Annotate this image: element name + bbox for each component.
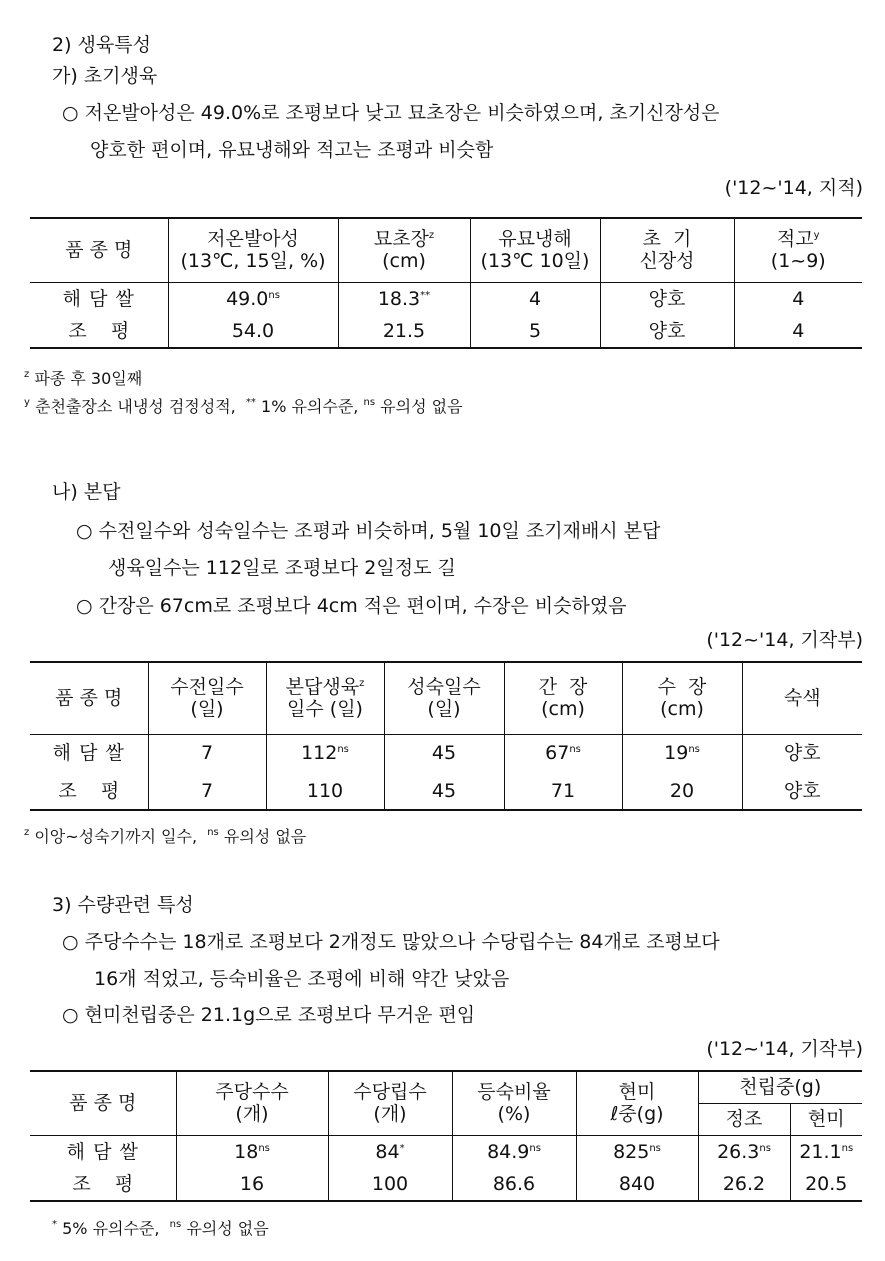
cell-value: 112	[301, 742, 338, 765]
footnote-mark: y	[813, 230, 820, 242]
column-header-unit: (개)	[373, 1103, 407, 1126]
column-header: 묘초장	[373, 228, 429, 251]
section-title: 2) 생육특성	[52, 34, 151, 56]
cell-value: 21.1	[799, 1140, 842, 1163]
cell-value: 825	[613, 1140, 650, 1163]
column-header-unit: (%)	[497, 1103, 531, 1126]
cell-value: 21.5	[338, 315, 470, 348]
table-row	[30, 282, 862, 315]
column-header-unit: (일)	[427, 698, 461, 721]
section-title: 3) 수량관련 특성	[52, 894, 194, 916]
column-header-unit: ℓ중(g)	[610, 1103, 664, 1126]
column-header: 본답생육	[285, 676, 360, 699]
cell-sig: **	[420, 289, 431, 301]
column-header: 천립중(g)	[698, 1071, 862, 1103]
column-header: 등숙비율	[477, 1081, 551, 1104]
paragraph-line: 16개 적었고, 등숙비율은 조평에 비해 약간 낮았음	[94, 968, 510, 990]
cell-value: 840	[576, 1168, 698, 1201]
table-row	[30, 315, 862, 348]
column-header: 저온발아성	[207, 228, 299, 251]
column-header-unit: (개)	[235, 1103, 269, 1126]
cell-value: 84.9	[487, 1140, 530, 1163]
column-header-unit: (cm)	[660, 698, 704, 721]
source-note: ('12~'14, 지적)	[724, 177, 863, 199]
cell-sig: *	[399, 1142, 405, 1154]
cell-variety: 조 평	[72, 1173, 134, 1195]
source-note: ('12~'14, 기작부)	[706, 629, 863, 651]
cell-value: 67	[545, 742, 570, 765]
column-header-unit: (13℃ 10일)	[480, 250, 590, 273]
cell-value: 16	[176, 1168, 328, 1201]
paragraph-line: ○ 저온발아성은 49.0%로 조평보다 낮고 묘초장은 비슷하였으며, 초기신장성은	[62, 102, 720, 124]
column-header: 품 종 명	[30, 218, 168, 282]
column-header: 숙색	[742, 662, 862, 734]
footnote: $^z$ 이앙~성숙기까지 일수, $^{ns}$ 유의성 없음	[24, 827, 307, 846]
table-yield	[30, 1070, 862, 1202]
footnote-mark: z	[428, 230, 435, 242]
cell-value: 7	[148, 734, 266, 772]
column-header: 수당립수	[353, 1081, 427, 1104]
cell-sig: ns	[337, 744, 349, 756]
column-header: 수 장	[657, 676, 707, 699]
column-header-unit: (13℃, 15일, %)	[180, 250, 326, 273]
footnote: * 5% 유의수준, $^{ns}$ 유의성 없음	[52, 1219, 269, 1238]
paragraph-line: ○ 현미천립중은 21.1g으로 조평보다 무거운 편임	[62, 1004, 476, 1026]
table-row	[30, 734, 862, 772]
cell-variety: 해 담 쌀	[66, 1140, 139, 1163]
column-header: 품 종 명	[30, 1071, 176, 1135]
column-header-unit: (cm)	[382, 250, 426, 273]
cell-variety: 조 평	[58, 779, 120, 802]
cell-value: 71	[504, 772, 622, 810]
cell-value: 4	[470, 282, 600, 315]
table-initial-growth	[30, 217, 862, 349]
cell-value: 54.0	[168, 315, 338, 348]
footnote: $^z$ 파종 후 30일째	[24, 369, 143, 388]
cell-value: 양호	[742, 734, 862, 772]
column-header-unit: (1~9)	[770, 250, 826, 273]
column-header: 간 장	[538, 676, 588, 699]
cell-value: 20	[622, 772, 742, 810]
column-header: 주당수수	[215, 1081, 289, 1104]
column-header-unit: (cm)	[541, 698, 585, 721]
cell-sig: ns	[759, 1142, 771, 1154]
cell-value: 110	[266, 772, 384, 810]
cell-value: 양호	[742, 772, 862, 810]
cell-sig: ns	[268, 289, 280, 301]
column-header: 초 기	[642, 228, 692, 251]
subsection-title: 가) 초기생육	[52, 65, 158, 87]
footnote: $^y$ 춘천출장소 내냉성 검정성적, ** 1% 유의수준, $^{ns}$ 유의성 없음	[24, 397, 463, 416]
cell-value: 18.3	[377, 287, 421, 310]
cell-value: 84	[375, 1140, 400, 1163]
column-header: 품 종 명	[30, 662, 148, 734]
cell-value: 19	[664, 742, 689, 765]
cell-value: 18	[234, 1140, 259, 1163]
cell-sig: ns	[841, 1142, 854, 1154]
cell-variety: 해 담 쌀	[52, 742, 125, 765]
column-header: 현미	[790, 1103, 862, 1135]
table-paddy-growth	[30, 661, 862, 811]
cell-value: 49.0	[226, 287, 269, 310]
column-header-unit: (일)	[190, 698, 224, 721]
cell-sig: ns	[569, 744, 581, 756]
cell-value: 4	[734, 315, 862, 348]
column-header: 현미	[618, 1081, 656, 1104]
paragraph-line: ○ 주당수수는 18개로 조평보다 2개정도 많았으나 수당립수는 84개로 조평보다	[62, 931, 720, 953]
cell-value: 26.2	[698, 1168, 790, 1201]
column-header-unit: 신장성	[639, 250, 695, 273]
cell-variety: 해 담 쌀	[62, 287, 135, 310]
paragraph-line: 양호한 편이며, 유묘냉해와 적고는 조평과 비슷함	[90, 139, 494, 161]
column-header: 정조	[698, 1103, 790, 1135]
cell-value: 26.3	[717, 1140, 760, 1163]
column-header-unit: 일수 (일)	[287, 698, 363, 721]
paragraph-line: ○ 간장은 67cm로 조평보다 4cm 적은 편이며, 수장은 비슷하였음	[76, 595, 627, 617]
subsection-title: 나) 본답	[52, 481, 121, 503]
cell-sig: ns	[649, 1142, 661, 1154]
source-note: ('12~'14, 기작부)	[706, 1038, 863, 1060]
paragraph-line: ○ 수전일수와 성숙일수는 조평과 비슷하며, 5월 10일 조기재배시 본답	[76, 520, 661, 542]
cell-value: 4	[734, 282, 862, 315]
footnote-mark: z	[359, 678, 365, 690]
paragraph-line: 생육일수는 112일로 조평보다 2일정도 길	[108, 557, 456, 579]
cell-value: 양호	[600, 282, 734, 315]
column-header: 성숙일수	[407, 676, 481, 699]
cell-value: 양호	[600, 315, 734, 348]
table-row	[30, 1168, 862, 1201]
cell-value: 5	[470, 315, 600, 348]
cell-sig: ns	[688, 744, 700, 756]
cell-value: 86.6	[452, 1168, 576, 1201]
column-header: 수전일수	[170, 676, 244, 699]
cell-value: 100	[328, 1168, 452, 1201]
column-header: 적고	[776, 228, 814, 251]
cell-value: 7	[148, 772, 266, 810]
column-header: 유묘냉해	[498, 228, 572, 251]
table-row	[30, 772, 862, 810]
cell-variety: 조 평	[68, 320, 130, 342]
cell-value: 20.5	[790, 1168, 862, 1201]
cell-sig: ns	[529, 1142, 541, 1154]
table-row	[30, 1135, 862, 1168]
cell-value: 45	[384, 734, 504, 772]
cell-value: 45	[384, 772, 504, 810]
cell-sig: ns	[258, 1142, 270, 1154]
